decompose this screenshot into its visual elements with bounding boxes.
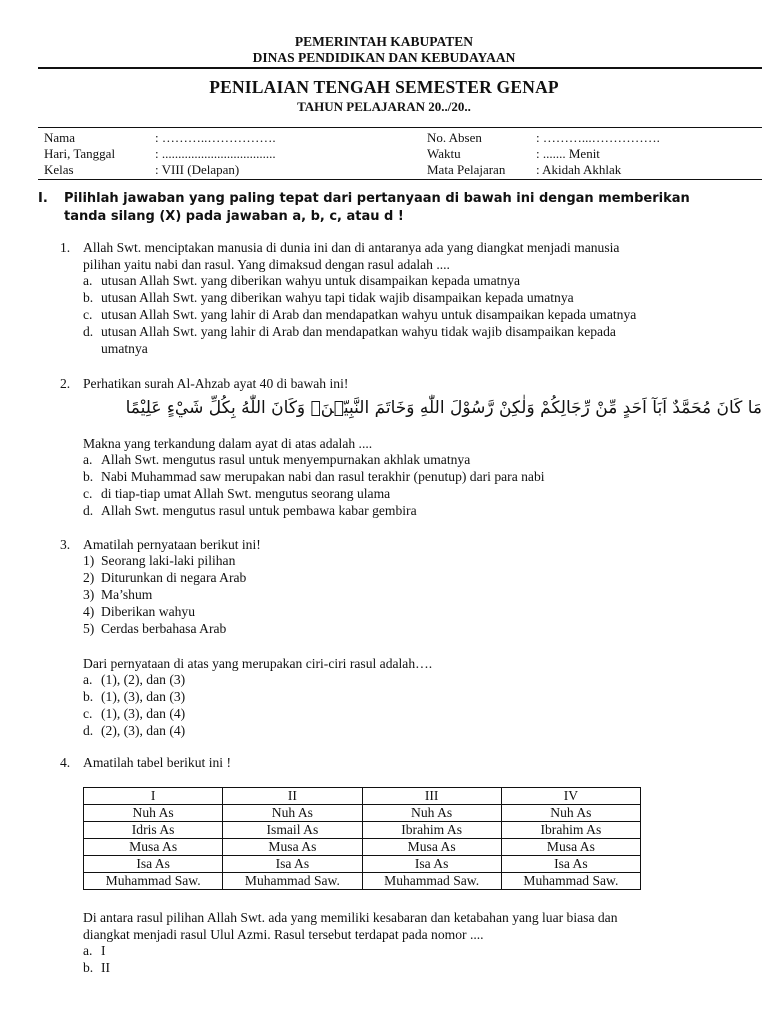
q3-text: Amatilah pernyataan berikut ini! [83,537,261,552]
info-label-absen: No. Absen [427,130,482,145]
q1-text-line2: pilihan yaitu nabi dan rasul. Yang dimaksud dengan rasul adalah .... [83,257,450,272]
table-cell: Isa As [362,856,501,873]
table-cell: Musa As [362,839,501,856]
instruction-text: Pilihlah jawaban yang paling tepat dari pertanyaan di bawah ini dengan memberikan tanda silang (X) pada jawaban a, b, c, atau d ! [64,191,690,224]
option-letter: b. [83,469,94,484]
table-cell: Nuh As [362,805,501,822]
info-value-subject: : Akidah Akhlak [536,162,622,177]
table-row [84,822,641,839]
q4-text-line1: Di antara rasul pilihan Allah Swt. ada yang memiliki kesabaran dan ketabahan yang luar biasa dan [83,910,618,925]
q1-option-a[interactable] [83,273,520,289]
info-value-date: : ................................... [155,146,276,161]
q1-option-c[interactable] [83,307,636,323]
q2-subquestion: Makna yang terkandung dalam ayat di atas adalah .... [83,436,373,451]
q2-number: 2. [60,376,71,391]
info-value-name: : ………..……………. [155,130,276,145]
table-header-cell: II [223,788,362,805]
info-top-border [38,127,762,128]
table-cell: Muhammad Saw. [223,873,362,890]
q3-statement-1 [83,553,235,569]
q2-option-c[interactable] [83,486,390,502]
info-value-absen: : ………...……………. [536,130,660,145]
q4-text: Amatilah tabel berikut ini ! [83,755,231,770]
option-text: (1), (3), dan (4) [101,706,186,721]
statement-text: Ma’shum [101,587,153,602]
q3-statement-2 [83,570,246,586]
q3-statement-4 [83,604,195,620]
option-letter: b. [83,689,94,704]
rasul-table [83,787,641,890]
table-row [84,873,641,890]
info-label-date: Hari, Tanggal [44,146,116,161]
option-text: Allah Swt. mengutus rasul untuk pembawa kabar gembira [101,503,417,518]
option-letter: a. [83,943,93,958]
table-cell: Nuh As [223,805,362,822]
option-text: Nabi Muhammad saw merupakan nabi dan rasul terakhir (penutup) dari para nabi [101,469,545,484]
q1-option-d[interactable] [83,324,616,340]
q3-option-c[interactable] [83,706,185,722]
q3-subquestion: Dari pernyataan di atas yang merupakan ciri-ciri rasul adalah…. [83,656,433,671]
q3-statement-5 [83,621,226,637]
table-cell: Musa As [84,839,223,856]
table-cell: Nuh As [84,805,223,822]
table-cell: Ismail As [223,822,362,839]
q4-option-b[interactable] [83,960,110,976]
option-letter: d. [83,324,94,339]
option-letter: c. [83,486,93,501]
q3-number: 3. [60,537,71,552]
table-row [84,805,641,822]
q2-option-a[interactable] [83,452,470,468]
table-cell: Nuh As [501,805,640,822]
table-cell: Muhammad Saw. [84,873,223,890]
option-text: utusan Allah Swt. yang lahir di Arab dan mendapatkan wahyu tidak wajib disampaikan kepada [101,324,616,339]
table-cell: Musa As [501,839,640,856]
option-text: di tiap-tiap umat Allah Swt. mengutus seorang ulama [101,486,391,501]
info-label-time: Waktu [427,146,461,161]
table-cell: Isa As [84,856,223,873]
table-cell: Ibrahim As [362,822,501,839]
arabic-verse: مَا كَانَ مُحَمَّدٌ اَبَآ اَحَدٍ مِّنْ رِّجَالِكُمْ وَلٰكِنْ رَّسُوْلَ اللّٰهِ وَخَاتَمَ النَّبِيّٖنَۗ وَكَانَ اللّٰهُ بِكُلِّ شَيْءٍ عَلِيْمًا [125,398,762,418]
header-department: DINAS PENDIDIKAN DAN KEBUDAYAAN [252,50,516,65]
option-text: (1), (2), dan (3) [101,672,186,687]
option-letter: d. [83,503,94,518]
table-cell: Idris As [84,822,223,839]
academic-year: TAHUN PELAJARAN 20../20.. [297,99,471,114]
option-letter: a. [83,273,93,288]
q4-option-a[interactable] [83,943,106,959]
statement-number: 4) [83,604,95,619]
q1-text-line1: Allah Swt. menciptakan manusia di dunia ini dan di antaranya ada yang diangkat menjadi manusia [83,240,620,255]
q2-text: Perhatikan surah Al-Ahzab ayat 40 di bawah ini! [83,376,349,391]
q3-option-a[interactable] [83,672,185,688]
q4-text-line2: diangkat menjadi rasul Ulul Azmi. Rasul tersebut terdapat pada nomor .... [83,927,484,942]
q2-option-b[interactable] [83,469,545,485]
info-label-subject: Mata Pelajaran [427,162,506,177]
option-text: utusan Allah Swt. yang lahir di Arab dan mendapatkan wahyu untuk disampaikan kepada umatnya [101,307,637,322]
option-letter: a. [83,452,93,467]
statement-text: Diturunkan di negara Arab [101,570,247,585]
option-text: (2), (3), dan (4) [101,723,186,738]
q1-number: 1. [60,240,71,255]
option-text: II [101,960,111,975]
table-header-cell: IV [501,788,640,805]
option-letter: c. [83,307,93,322]
option-letter: c. [83,706,93,721]
table-cell: Isa As [223,856,362,873]
statement-number: 2) [83,570,95,585]
q3-statement-3 [83,587,152,603]
section-number: I. [38,191,48,206]
header-divider [38,67,762,69]
option-letter: a. [83,672,93,687]
statement-text: Seorang laki-laki pilihan [101,553,236,568]
table-cell: Ibrahim As [501,822,640,839]
statement-text: Cerdas berbahasa Arab [101,621,227,636]
info-value-class: : VIII (Delapan) [155,162,240,177]
table-header-cell: I [84,788,223,805]
statement-text: Diberikan wahyu [101,604,195,619]
option-text: I [101,943,106,958]
q1-option-b[interactable] [83,290,574,306]
exam-title: PENILAIAN TENGAH SEMESTER GENAP [209,77,559,97]
option-text: utusan Allah Swt. yang diberikan wahyu tapi tidak wajib disampaikan kepada umatnya [101,290,574,305]
info-value-time: : ....... Menit [536,146,600,161]
table-header-row [84,788,641,805]
table-cell: Muhammad Saw. [501,873,640,890]
info-label-class: Kelas [44,162,74,177]
table-row [84,856,641,873]
option-letter: b. [83,290,94,305]
q3-option-b[interactable] [83,689,185,705]
info-bottom-border [38,179,762,180]
option-letter: b. [83,960,94,975]
q4-number: 4. [60,755,71,770]
table-cell: Musa As [223,839,362,856]
statement-number: 1) [83,553,95,568]
option-letter: d. [83,723,94,738]
info-label-name: Nama [44,130,76,145]
table-row [84,839,641,856]
q1-option-d-continued: umatnya [101,341,148,356]
table-cell: Muhammad Saw. [362,873,501,890]
q3-option-d[interactable] [83,723,185,739]
statement-number: 5) [83,621,95,636]
q2-option-d[interactable] [83,503,417,519]
option-text: Allah Swt. mengutus rasul untuk menyempurnakan akhlak umatnya [101,452,471,467]
table-cell: Isa As [501,856,640,873]
option-text: utusan Allah Swt. yang diberikan wahyu untuk disampaikan kepada umatnya [101,273,521,288]
table-header-cell: III [362,788,501,805]
header-government: PEMERINTAH KABUPATEN [294,34,474,49]
statement-number: 3) [83,587,95,602]
option-text: (1), (3), dan (3) [101,689,186,704]
